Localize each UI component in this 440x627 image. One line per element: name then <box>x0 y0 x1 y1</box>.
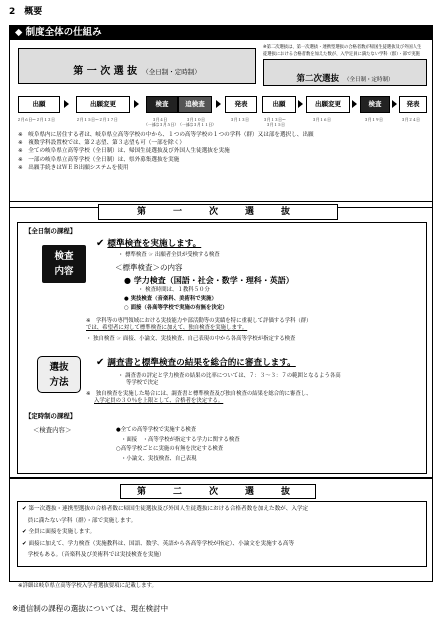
unique-exam: ・ 独自検査 ☞ 面接、小論文、実技検査、自己表現の中から各高等学校が指定する検査 <box>86 336 296 342</box>
select-box-line: 選抜 <box>49 362 69 373</box>
flow1-date: ３月４日 <box>152 117 168 122</box>
check2-text: 調査書と標準検査の結果を総合的に審査します。 <box>107 358 296 368</box>
flow2-date: ３月１６日 <box>312 117 331 122</box>
first-select-title <box>18 48 256 84</box>
parttime-item: ・小論文、実技検査、自己表現 <box>121 455 197 462</box>
flow2-date: ３月１９日 <box>364 117 383 122</box>
academic-time: ・ 検査時間は、１教科５０分 <box>138 287 210 293</box>
first-select-subtitle: （全日制・定時制） <box>142 68 201 76</box>
footer-note: ※通信制の課程の選抜については、現在検討中 <box>12 604 169 613</box>
unique-note-line: ※ 独自検査を実施した場合には、調査書と標準検査及び独自検査の結果を総合的に審査し、 <box>86 391 312 397</box>
second-item: ✔ 全員に面接を実施します。 <box>22 529 96 536</box>
flow1-exam: 検査 <box>146 96 178 113</box>
flow1-date: ２月６日～２月１２日 <box>17 117 55 122</box>
check-icon: ✔ <box>96 357 105 368</box>
second-note <box>263 45 421 58</box>
note-line: ※ 岐阜県内に居住する者は、岐阜県立高等学校の中から、１つの高等学校の１つの学科（群）又は部を選択し、出願 <box>18 132 314 138</box>
ratio-line: ・ 調査書の評定と学力検査の結果の比率については、７：３～３：７の範囲となるよう各高 <box>118 373 341 379</box>
flow1-apply: 出願 <box>18 96 60 113</box>
flow-arrow-icon <box>134 100 139 108</box>
flow1-date: ２月１５日～２月１７日 <box>76 117 118 122</box>
second-note-line: ※第二次選抜は、第一次選抜・連携型選抜の合格者数が帰国生徒選抜及び外国人生 <box>263 45 422 50</box>
exam-box-line: 検査 <box>54 251 74 262</box>
select-method-box <box>37 356 81 393</box>
flow1-result: 発表 <box>225 96 257 113</box>
flow1-reexam: 追検査 <box>178 96 212 113</box>
second-item: ✔ 第一次選抜・連携型選抜の合格者数に帰国生徒選抜及び外国人生徒選抜における合格者数を加えた数が、入学定 <box>22 506 309 512</box>
sub-note-line: では、希望者に対して標準検査に加えて、独自検査を実施します。 <box>86 325 248 332</box>
flow2-result: 発表 <box>399 96 427 113</box>
academic-exam: ● 学力検査（国語・社会・数学・理科・英語） <box>124 276 294 285</box>
fulltime-label: 【全日制の課程】 <box>25 227 77 235</box>
flow-arrow-icon <box>216 100 221 108</box>
overview-notes <box>18 131 314 172</box>
check1-text: 標準検査を実施します。 <box>107 239 202 249</box>
unique-note-line: 入学定員の３０％を上限として、合格者を決定する。 <box>94 398 224 405</box>
second-select-subtitle: （全日制・定時制） <box>344 77 394 83</box>
interview-exam: ○ 面接（各高等学校で実施の有無を決定） <box>124 305 228 311</box>
exam-content-box <box>42 245 86 283</box>
parttime-items <box>116 426 240 464</box>
flow2-change: 出願変更 <box>306 96 350 113</box>
flow1-change: 出願変更 <box>76 96 130 113</box>
second-item: 員に満たない学科（群）・部で実施します。 <box>22 517 137 524</box>
flow2-date: ３月２４日 <box>401 117 420 122</box>
ratio-note <box>118 373 341 388</box>
second-item: ✔ 面接に加えて、学力検査（実施教科は、国語、数学、英語から各高等学校が指定）、小論文を実施する高等 <box>22 540 295 547</box>
flow2-apply: 出願 <box>262 96 296 113</box>
overview-bar: ◆ 制度全体の仕組み <box>9 25 433 40</box>
parttime-exam-label: ＜検査内容＞ <box>33 426 72 434</box>
parttime-item: ○高等学校ごとに実施の有無を決定する検査 <box>116 446 224 452</box>
first-select-title-text: 第 一 次 選 抜 <box>73 66 138 77</box>
exam-box-line: 内容 <box>54 266 74 277</box>
second-note-line: 徒選抜における合格者数を加えた数が、入学定員に満たない学科（群）・部で実施 <box>263 51 420 57</box>
second-items <box>22 504 308 562</box>
unique-note <box>86 391 312 406</box>
flow-arrow-icon <box>64 100 69 108</box>
practical-exam: ● 実技検査（音楽科、美術科で実施） <box>124 296 217 302</box>
flow1-date: ３月１０日 <box>186 117 205 122</box>
sub-note-line: ※ 学科等の専門領域における実技能力や部活動等の実績を特に重視して評価する学科（群） <box>86 318 312 324</box>
std-line: ・ 標準検査 ☞ 出願者全員が受検する検査 <box>118 252 220 258</box>
first-section-header: 第 一 次 選 抜 <box>98 204 338 220</box>
second-section-header: 第 二 次 選 抜 <box>120 484 316 499</box>
note-line: ※ 出願手続きはＷＥＢ出願システムを使用 <box>18 164 129 171</box>
flow2-date: ３月１５日 <box>266 122 285 127</box>
select-box-line: 方法 <box>49 377 69 388</box>
ratio-line: 等学校で決定 <box>126 380 159 387</box>
section-title: 2 概要 <box>9 7 43 17</box>
flow2-exam: 検査 <box>360 96 390 113</box>
flow-arrow-icon <box>392 100 397 108</box>
parttime-item: ・面接 ・高等学校が指定する学力に関する検査 <box>121 436 240 443</box>
note-line: ※ 一部の岐阜県立高等学校（全日制）は、県外募集選抜を実施 <box>18 156 180 163</box>
second-select-title-text: 第二次選抜 <box>296 74 339 84</box>
note-line: ※ 複数学科設置校では、第２志望、第３志望も可（一部を除く） <box>18 140 185 147</box>
parttime-item: ●全ての高等学校で実施する検査 <box>116 427 197 433</box>
sub-note <box>86 318 312 333</box>
flow1-date: ３月１３日 <box>230 117 249 122</box>
std-line: ＜標準検査＞の内容 <box>115 263 183 272</box>
note-line: ※ 全ての岐阜県立高等学校（全日制）は、帰国生徒選抜及び外国人生徒選抜を実施 <box>18 148 230 155</box>
flow1-date: （一部は３月１１日） <box>178 122 216 127</box>
second-item: 学校もある。（音楽科及び美術科では実技検査を実施） <box>22 552 165 559</box>
flow2-date: ３月１３日～ <box>263 117 286 122</box>
check-combined <box>96 356 296 368</box>
detail-note: ※詳細は岐阜県立高等学校入学者選抜要項に記載します。 <box>18 583 157 589</box>
flow-arrow-icon <box>352 100 357 108</box>
flow-arrow-icon <box>298 100 303 108</box>
flow1-date: （一部は３月５日） <box>144 122 179 127</box>
check-standard-exam <box>96 237 201 249</box>
second-select-title <box>263 59 427 86</box>
parttime-label: 【定時制の課程】 <box>25 412 77 420</box>
check-icon: ✔ <box>96 238 105 249</box>
